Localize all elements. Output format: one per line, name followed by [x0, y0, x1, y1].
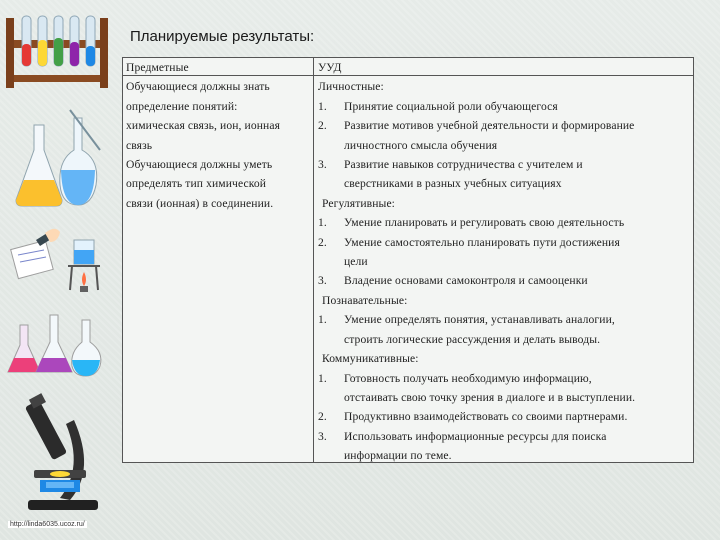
cell-line: химическая связь, ион, ионная	[126, 119, 281, 133]
section-title: Регулятивные:	[322, 196, 396, 210]
list-item-continuation: цели	[344, 255, 368, 269]
uud-column	[314, 58, 692, 462]
column-header: Предметные	[126, 61, 189, 74]
footer-url-link[interactable]: http://linda6035.ucoz.ru/	[10, 521, 85, 528]
conical-flasks-icon	[8, 315, 101, 376]
list-item: 3. Владение основами самоконтроля и самооценки	[318, 274, 588, 288]
list-item: 1. Принятие социальной роли обучающегося	[318, 99, 558, 113]
section-title: Коммуникативные:	[322, 352, 419, 366]
list-item: 1. Умение определять понятия, устанавливать аналогии,	[318, 313, 615, 327]
cell-line: определение понятий:	[126, 99, 238, 113]
list-item: 1. Умение планировать и регулировать свою деятельность	[318, 216, 625, 230]
list-item: 3. Использовать информационные ресурсы для поиска	[318, 429, 607, 443]
cell-line: Обучающиеся должны уметь	[126, 158, 273, 172]
slide-title: Планируемые результаты:	[130, 28, 315, 45]
list-item-continuation: строить логические рассуждения и делать выводы.	[344, 332, 601, 346]
cell-line: Обучающиеся должны знать	[126, 80, 270, 94]
section-title: Личностные:	[318, 80, 384, 94]
writing-hand-icon	[11, 229, 60, 279]
list-item-continuation: отстаивать свою точку зрения в диалоге и в выступлении.	[344, 390, 636, 404]
list-item: 2. Продуктивно взаимодействовать со своими партнерами.	[318, 410, 628, 424]
list-item: 2. Развитие мотивов учебной деятельности и формирование	[318, 119, 635, 133]
microscope-icon	[25, 393, 98, 510]
cell-line: определять тип химической	[126, 177, 267, 191]
decorative-sidebar	[0, 0, 118, 540]
cell-line: связь	[126, 138, 153, 152]
subject-results-column	[123, 58, 314, 462]
test-tube-rack-icon	[6, 16, 108, 88]
section-title: Познавательные:	[322, 293, 408, 307]
list-item: 3. Развитие навыков сотрудничества с учителем и	[318, 158, 583, 172]
cell-line: связи (ионная) в соединении.	[126, 196, 274, 210]
list-item: 1. Готовность получать необходимую информацию,	[318, 371, 592, 385]
burner-beaker-icon	[68, 240, 100, 292]
list-item-continuation: информации по теме.	[344, 449, 452, 463]
list-item-continuation: личностного смысла обучения	[344, 138, 498, 152]
list-item-continuation: сверстниками в разных учебных ситуациях	[344, 177, 562, 191]
flasks-icon	[16, 110, 100, 206]
list-item: 2. Умение самостоятельно планировать пути достижения	[318, 235, 620, 249]
results-table	[122, 57, 694, 463]
column-header: УУД	[318, 61, 342, 74]
